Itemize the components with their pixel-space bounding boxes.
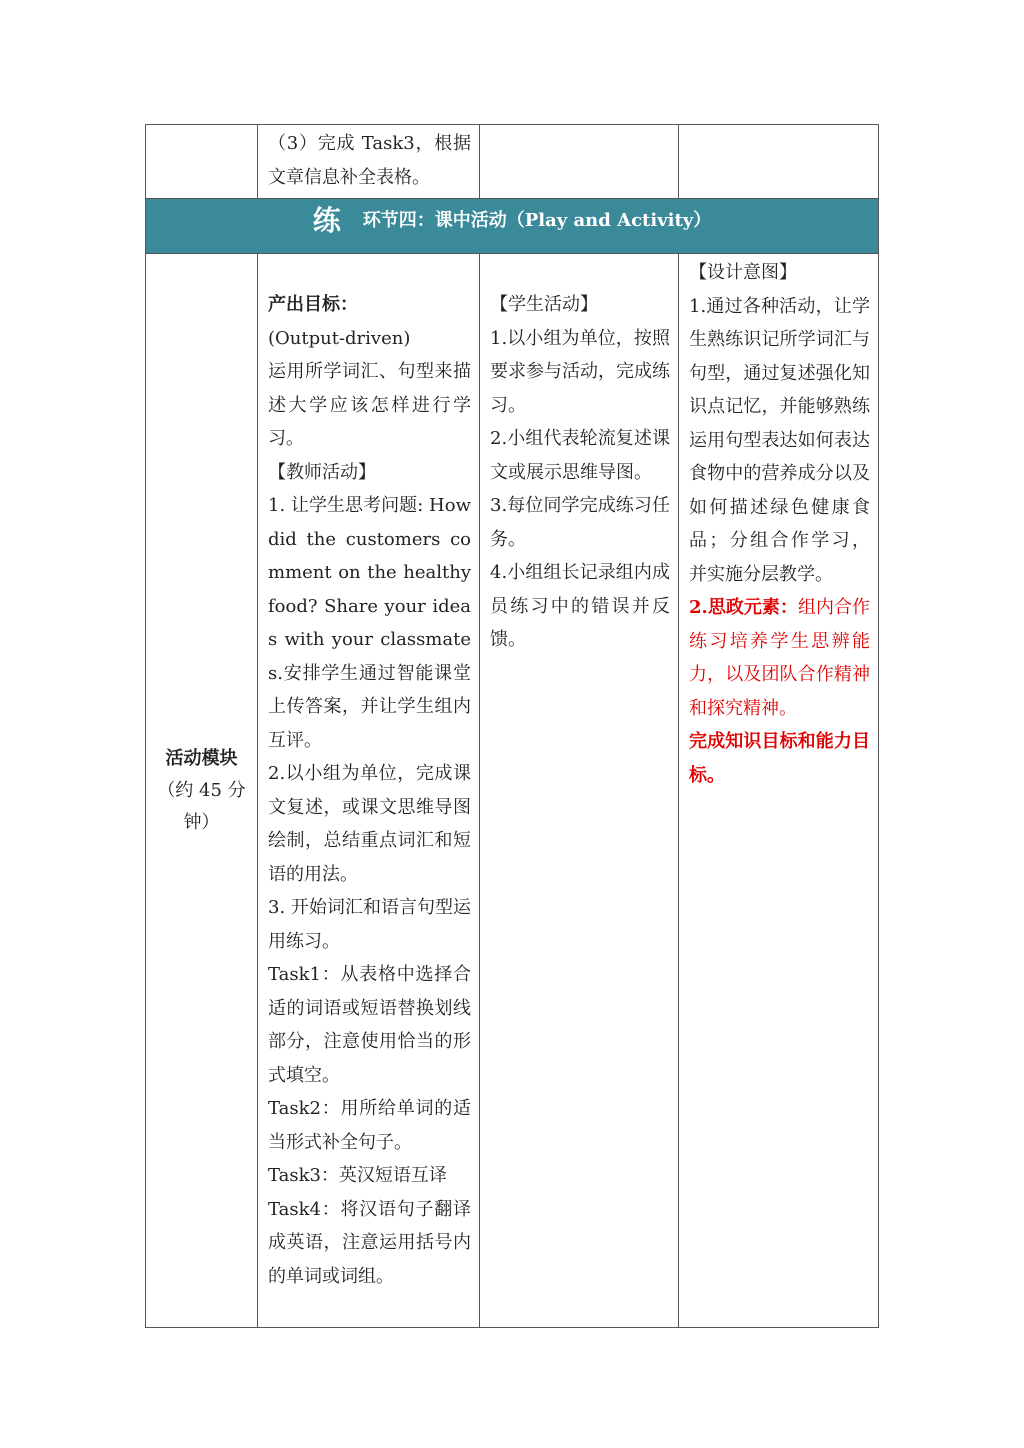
task4-text: Task4：将汉语句子翻译成英语，注意运用括号内的单词或词组。: [268, 1198, 471, 1287]
student-item-1: 1.以小组为单位，按照要求参与活动，完成练习。: [490, 327, 670, 416]
teacher-cell-continued: [258, 125, 480, 199]
task2-text: Task2：用所给单词的适当形式补全句子。: [268, 1098, 471, 1153]
section-band-row: [146, 199, 879, 254]
empty-cell: [480, 125, 679, 199]
teacher-activity-title: 【教师活动】: [268, 461, 376, 483]
design-item-1: 1.通过各种活动，让学生熟练识记所学词汇与句型，通过复述强化知识点记忆，并能够熟练运用句型表达如何表达食物中的营养成分以及如何描述绿色健康食品；分组合作学习， 并实施分层教学。: [689, 295, 870, 585]
table-row-activity: [146, 254, 879, 1328]
goal-english: (Output-driven): [268, 327, 411, 349]
student-item-2: 2.小组代表轮流复述课文或展示思维导图。: [490, 428, 670, 483]
goal-text: 运用所学词汇、句型来描述大学应该怎样进行学习。: [268, 361, 471, 449]
task1-text: Task1：从表格中选择合适的词语或短语替换划线部分，注意使用恰当的形式填空。: [268, 964, 471, 1086]
student-item-4: 4.小组组长记录组内成员练习中的错误并反馈。: [490, 562, 670, 650]
design-title: 【设计意图】: [689, 262, 797, 283]
ideology-text: 组内合作练习培养学生思辨能力，以及团队合作精神和探究精神。: [689, 597, 871, 719]
module-time: （约 45 分钟）: [157, 779, 246, 833]
design-intent-cell: [679, 254, 879, 1328]
module-title: 活动模块: [165, 747, 238, 769]
empty-cell: [679, 125, 879, 199]
goal-title: 产出目标：: [268, 294, 358, 315]
teacher-item-2: 2.以小组为单位，完成课文复述，或课文思维导图绘制，总结重点词汇和短语的用法。: [268, 763, 471, 885]
section-big-label: 练: [312, 204, 341, 237]
teacher-activity-cell: [258, 254, 480, 1328]
empty-cell: [146, 125, 258, 199]
table-row-continued: [146, 125, 879, 199]
section-title: 环节四：课中活动（Play and Activity）: [362, 210, 712, 231]
ideology-label: 2.思政元素：: [689, 597, 798, 618]
student-item-3: 3.每位同学完成练习任务。: [490, 495, 670, 550]
teacher-item-1: 1. 让学生思考问题: How did the customers comment on the healthy food? Share your ideas with your classmates.安排学生通过智能课堂上传答案，并让学生组内互评。: [268, 495, 471, 751]
lesson-plan-table: [145, 124, 879, 1328]
design-item-2: [689, 591, 870, 725]
task3-instruction: （3）完成 Task3，根据文章信息补全表格。: [268, 133, 471, 188]
teacher-item-3: 3. 开始词汇和语言句型运用练习。: [268, 897, 471, 952]
section-band: [146, 199, 879, 254]
student-activity-cell: [480, 254, 679, 1328]
module-label-cell: [146, 254, 258, 1328]
design-item-3: 完成知识目标和能力目标。: [689, 731, 870, 786]
student-activity-title: 【学生活动】: [490, 294, 598, 315]
task3-text: Task3：英汉短语互译: [268, 1165, 447, 1186]
